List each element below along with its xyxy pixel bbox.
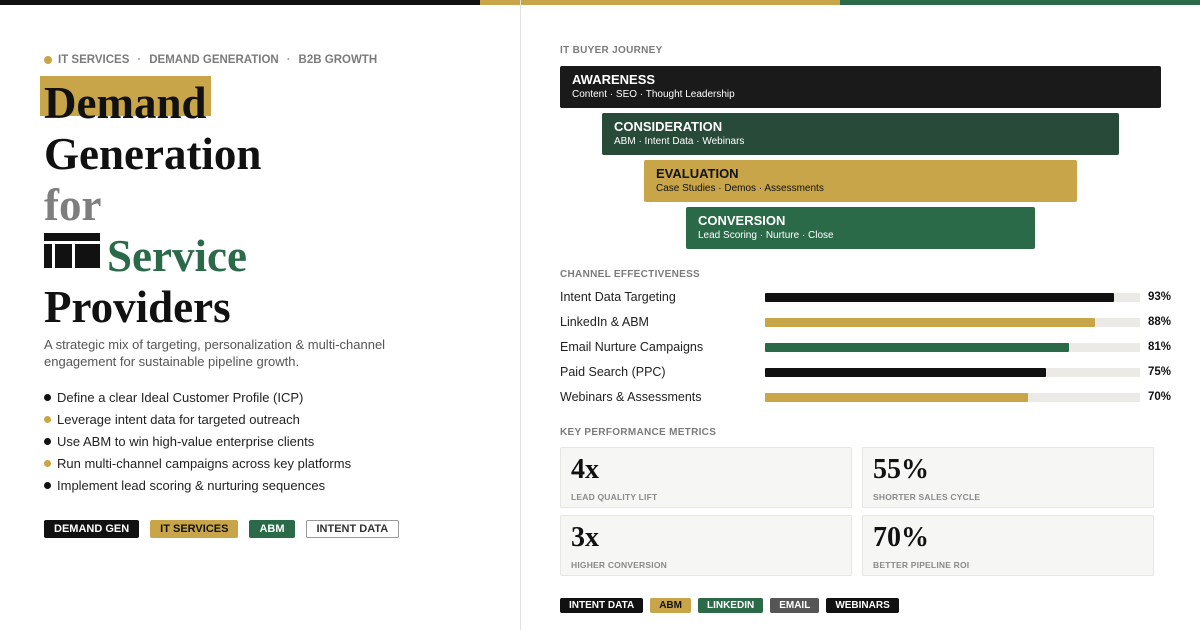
headline-line-4 xyxy=(44,231,247,281)
channel-percent: 88% xyxy=(1148,316,1172,328)
metric-card xyxy=(862,515,1154,576)
eyebrow-separator: · xyxy=(137,54,142,66)
channel-row xyxy=(560,312,1172,337)
stage-subtitle: Lead Scoring · Nurture · Close xyxy=(698,230,834,241)
stage-title: AWARENESS xyxy=(572,72,656,87)
channel-track xyxy=(765,293,1140,302)
stage-title: CONVERSION xyxy=(698,213,786,228)
left-tag-row xyxy=(44,520,399,538)
tag-abm: ABM xyxy=(249,520,294,538)
metric-label: LEAD QUALITY LIFT xyxy=(571,492,658,502)
eyebrow-item: DEMAND GENERATION xyxy=(149,54,279,66)
journey-stage-conversion xyxy=(686,207,1035,249)
channel-percent: 75% xyxy=(1148,366,1172,378)
bullet-text: Define a clear Ideal Customer Profile (ICP) xyxy=(57,389,304,405)
channel-name: Webinars & Assessments xyxy=(560,390,702,404)
metric-value: 70% xyxy=(873,522,929,553)
top-accent-bar xyxy=(0,0,1200,5)
channel-bar-fill xyxy=(765,393,1028,402)
bullet-dot-icon xyxy=(44,482,51,489)
bullet-text: Run multi-channel campaigns across key platforms xyxy=(57,455,352,471)
channel-track xyxy=(765,393,1140,402)
eyebrow-item: B2B GROWTH xyxy=(298,54,378,66)
stage-subtitle: ABM · Intent Data · Webinars xyxy=(614,136,745,147)
eyebrow-separator: · xyxy=(286,54,291,66)
stage-title: EVALUATION xyxy=(656,166,739,181)
channel-row xyxy=(560,362,1172,387)
bullet-dot-icon xyxy=(44,460,51,467)
column-divider xyxy=(520,0,521,630)
bullet-dot-icon xyxy=(44,438,51,445)
tag-abm: ABM xyxy=(650,598,691,613)
list-item xyxy=(44,452,351,474)
stage-subtitle: Case Studies · Demos · Assessments xyxy=(656,183,824,194)
eyebrow-dot-icon xyxy=(44,56,52,64)
metric-value: 55% xyxy=(873,454,929,485)
tag-linkedin: LINKEDIN xyxy=(698,598,763,613)
stage-subtitle: Content · SEO · Thought Leadership xyxy=(572,89,735,100)
journey-stage-evaluation xyxy=(644,160,1077,202)
channel-section-label: CHANNEL EFFECTIVENESS xyxy=(560,269,701,280)
channel-percent: 93% xyxy=(1148,291,1172,303)
bullet-list xyxy=(44,386,351,496)
metric-value: 3x xyxy=(571,522,599,553)
channel-track xyxy=(765,318,1140,327)
metric-card xyxy=(862,447,1154,508)
metric-value: 4x xyxy=(571,454,599,485)
metric-card xyxy=(560,515,852,576)
bullet-dot-icon xyxy=(44,394,51,401)
headline-line-5: Providers xyxy=(44,282,231,332)
top-bar-gold-segment xyxy=(480,0,840,5)
channel-name: Email Nurture Campaigns xyxy=(560,340,704,354)
channel-name: Intent Data Targeting xyxy=(560,290,676,304)
bullet-dot-icon xyxy=(44,416,51,423)
channel-row xyxy=(560,287,1172,312)
channel-bar-fill xyxy=(765,318,1095,327)
channel-track xyxy=(765,343,1140,352)
headline-line-2: Generation xyxy=(44,129,262,179)
channel-percent: 70% xyxy=(1148,391,1172,403)
metrics-section-label: KEY PERFORMANCE METRICS xyxy=(560,427,717,438)
it-block-logo-icon xyxy=(44,233,100,268)
bullet-text: Implement lead scoring & nurturing sequences xyxy=(57,477,326,493)
list-item xyxy=(44,474,351,496)
journey-stage-awareness xyxy=(560,66,1161,108)
journey-section-label: IT BUYER JOURNEY xyxy=(560,45,663,56)
list-item xyxy=(44,386,351,408)
eyebrow-item: IT SERVICES xyxy=(58,54,130,66)
channel-bar-fill xyxy=(765,343,1069,352)
channel-name: Paid Search (PPC) xyxy=(560,365,666,379)
tag-demand-gen: DEMAND GEN xyxy=(44,520,139,538)
stage-title: CONSIDERATION xyxy=(614,119,723,134)
top-bar-green-segment xyxy=(840,0,1200,5)
list-item xyxy=(44,408,351,430)
description: A strategic mix of targeting, personalization & multi-channel engagement for sustainable pipeline growth. xyxy=(44,337,386,369)
metric-label: BETTER PIPELINE ROI xyxy=(873,560,970,570)
headline-line-3: for xyxy=(44,180,102,230)
channel-row xyxy=(560,387,1172,412)
tag-webinars: WEBINARS xyxy=(826,598,898,613)
headline-word: Demand xyxy=(44,78,207,128)
headline-line-1 xyxy=(44,78,207,128)
metric-card xyxy=(560,447,852,508)
list-item xyxy=(44,430,351,452)
metric-label: SHORTER SALES CYCLE xyxy=(873,492,981,502)
channel-bar-fill xyxy=(765,293,1114,302)
tag-it-services: IT SERVICES xyxy=(150,520,238,538)
channel-bar-fill xyxy=(765,368,1046,377)
tag-email: EMAIL xyxy=(770,598,819,613)
channel-row xyxy=(560,337,1172,362)
journey-stage-consideration xyxy=(602,113,1119,155)
channel-track xyxy=(765,368,1140,377)
top-bar-black-segment xyxy=(0,0,480,5)
bullet-text: Leverage intent data for targeted outreach xyxy=(57,411,300,427)
tag-intent-data: INTENT DATA xyxy=(560,598,643,613)
headline-word: Service xyxy=(107,231,247,281)
channel-percent: 81% xyxy=(1148,341,1172,353)
metric-label: HIGHER CONVERSION xyxy=(571,560,667,570)
right-tag-row xyxy=(560,598,899,613)
bullet-text: Use ABM to win high-value enterprise clients xyxy=(57,433,315,449)
tag-intent-data: INTENT DATA xyxy=(306,520,400,538)
eyebrow xyxy=(44,54,377,66)
channel-name: LinkedIn & ABM xyxy=(560,315,649,329)
